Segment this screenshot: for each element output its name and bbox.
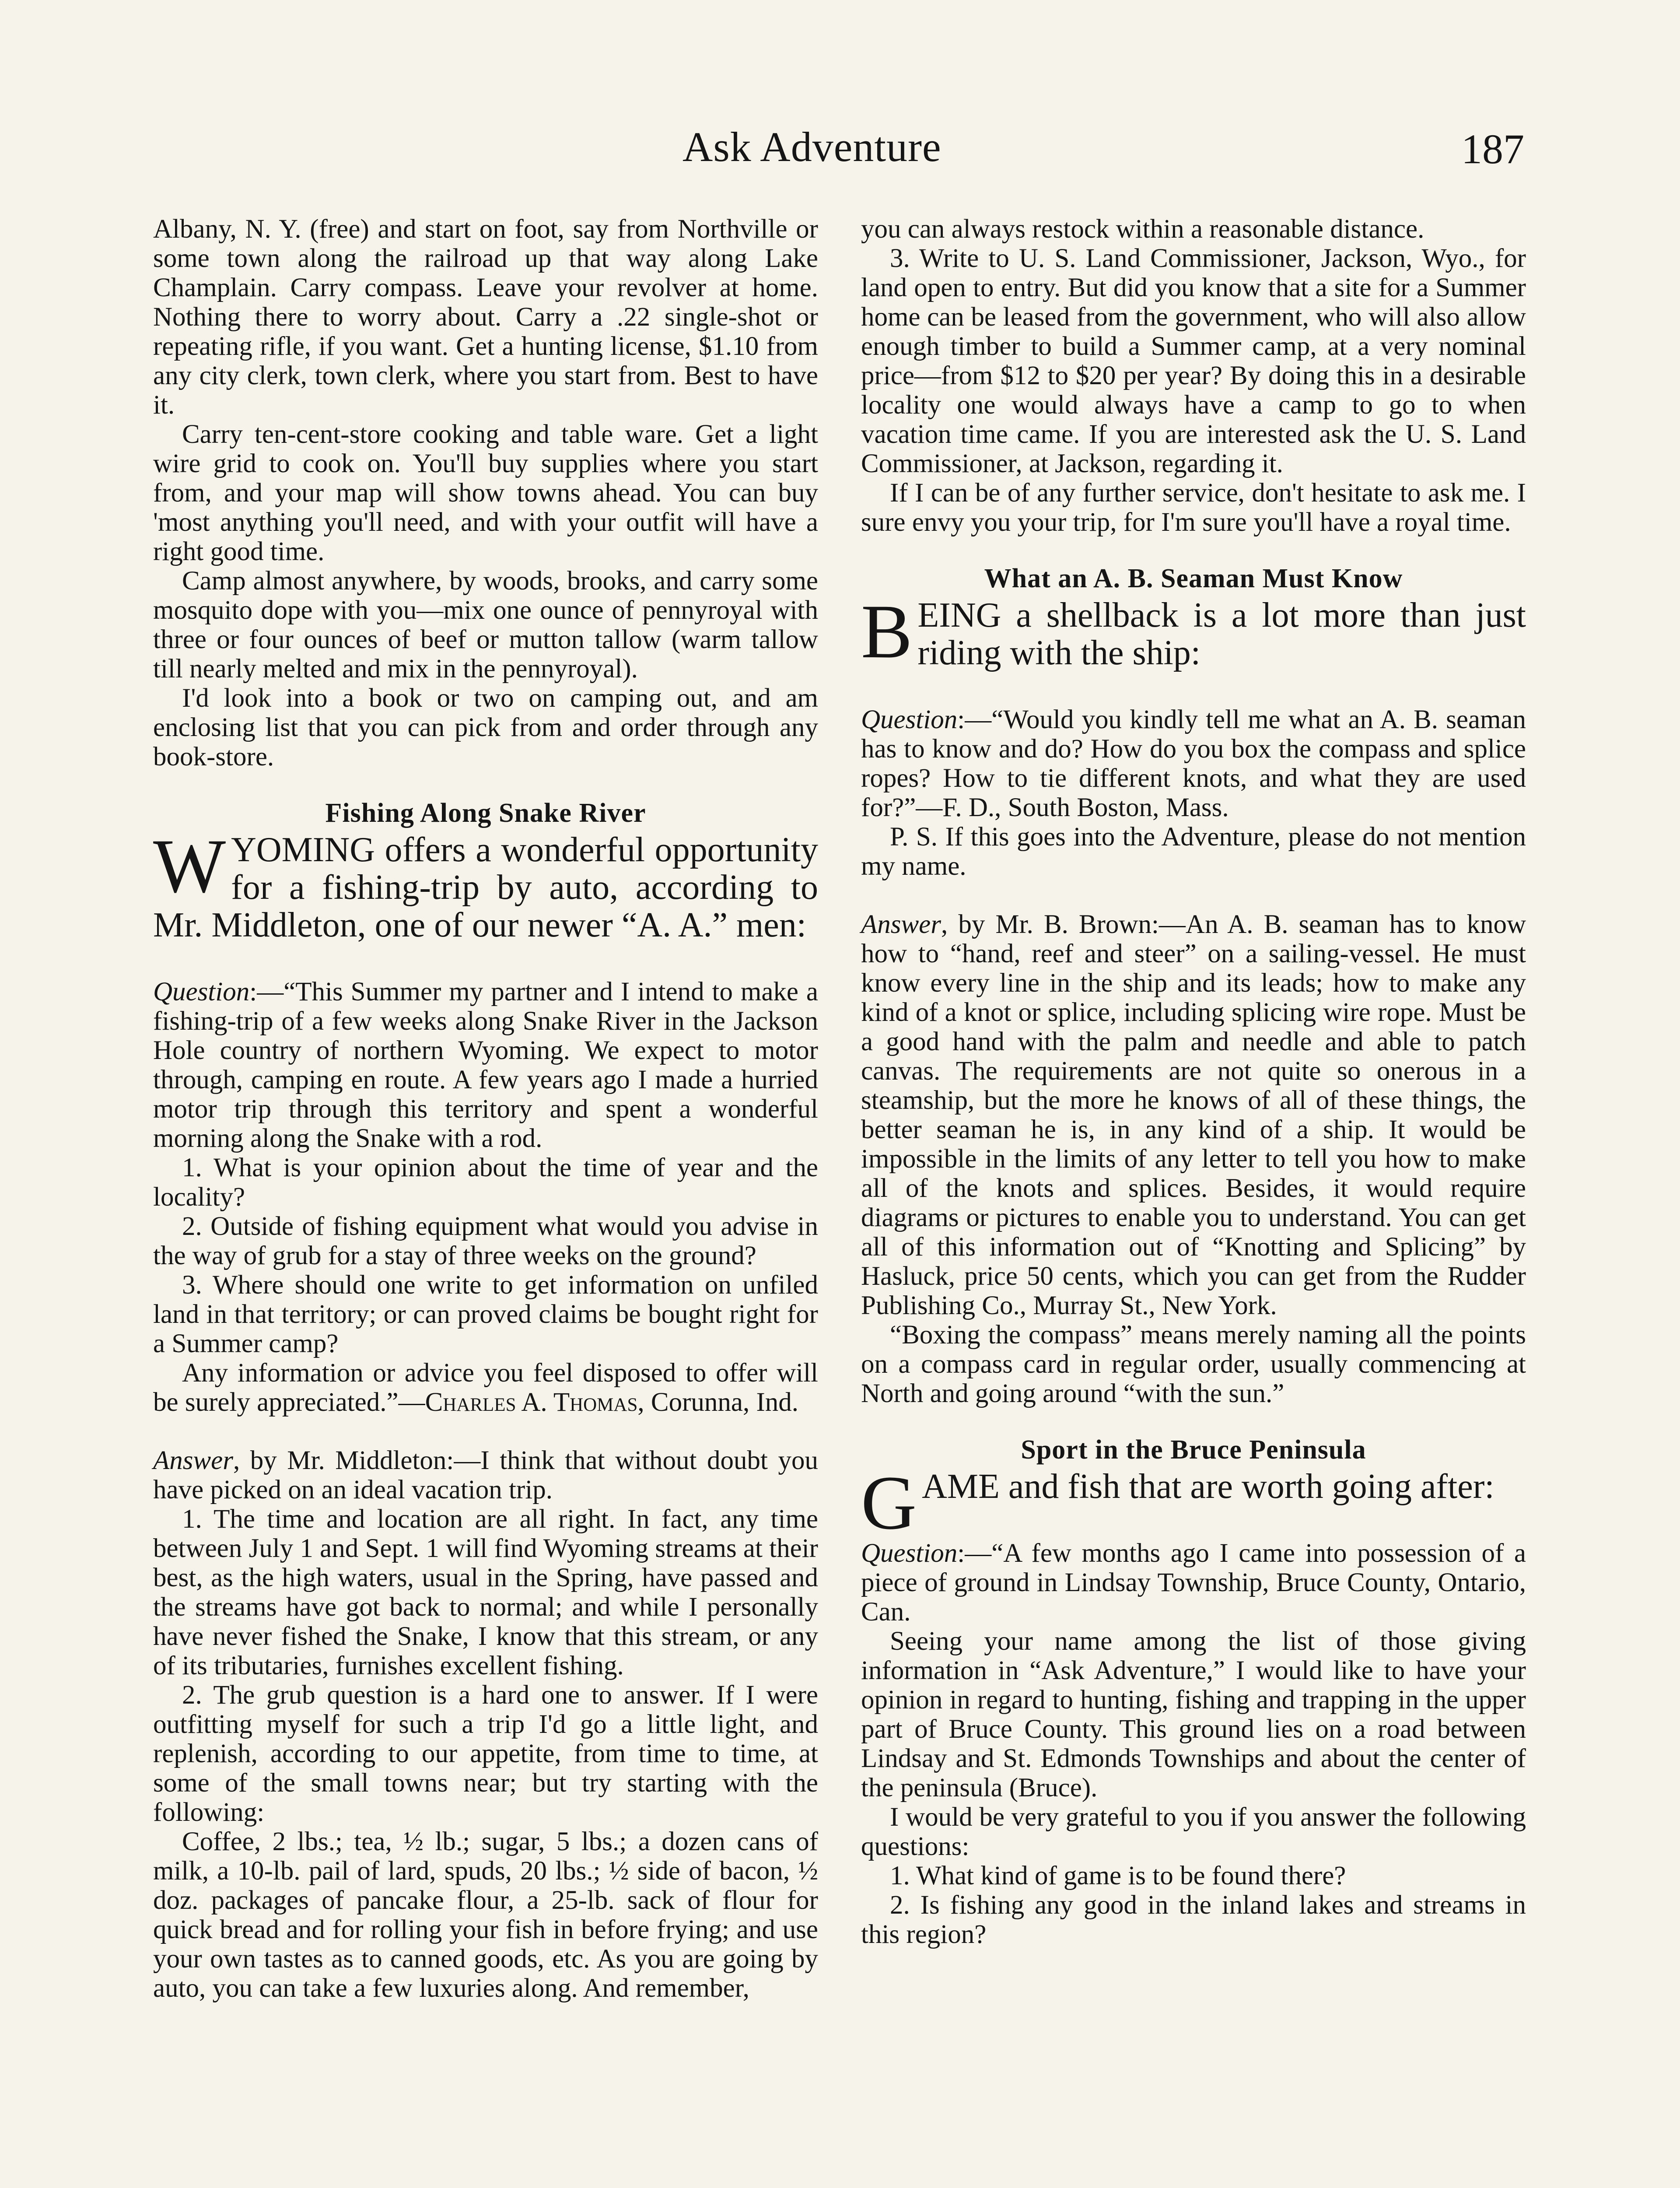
question-label: Question xyxy=(861,1539,958,1568)
question-credit: Charles A. Thomas xyxy=(425,1388,638,1417)
answer-text: , by Mr. Middleton:—I think that without doubt you have picked on an ideal vacation trip. xyxy=(153,1446,818,1504)
running-head: Ask Adventure xyxy=(682,123,942,170)
answer-paragraph xyxy=(861,910,1526,1320)
paragraph: Seeing your name among the list of those giving information in “Ask Adventure,” I would like to have your opinion in regard to hunting, fishing and trapping in the upper part of Bruce County. This ground lies on a road between Lindsay and St. Edmonds Townships and about the center of the peninsula (Bruce). xyxy=(861,1627,1526,1802)
question-place: , Corunna, Ind. xyxy=(637,1388,799,1417)
paragraph: Albany, N. Y. (free) and start on foot, say from Northville or some town along the railroad up that way along Lake Champlain. Carry compass. Leave your revolver at home. Nothing there to worry about. Carry a .22 single-shot or repeating rifle, if you want. Get a hunting license, $1.10 from any city clerk, town clerk, where you start from. Best to have it. xyxy=(153,214,818,420)
question-item: 1. What is your opinion about the time of year and the locality? xyxy=(153,1153,818,1212)
question-item: 2. Is fishing any good in the inland lakes and streams in this region? xyxy=(861,1890,1526,1949)
lead-text: AME and fish that are worth going after: xyxy=(922,1467,1494,1506)
drop-cap: B xyxy=(861,589,913,674)
paragraph: 3. Write to U. S. Land Commissioner, Jackson, Wyo., for land open to entry. But did you know that a site for a Summer home can be leased from the government, who will also allow enough timber to build a Summer camp, at a very nominal price—from $12 to $20 per year? By doing this in a desirable locality one would always have a camp to go to when vacation time came. If you are interested ask the U. S. Land Commissioner, at Jackson, regarding it. xyxy=(861,244,1526,478)
question-paragraph xyxy=(861,705,1526,822)
answer-paragraph xyxy=(153,1446,818,1504)
question-text: :—“Would you kindly tell me what an A. B. seaman has to know and do? How do you box the compass and splice ropes? How to tie different knots, and what they are used for?”—F. D., South Boston, Mass. xyxy=(861,705,1526,822)
answer-item: Coffee, 2 lbs.; tea, ½ lb.; sugar, 5 lbs.; a dozen cans of milk, a 10-lb. pail of lard, spuds, 20 lbs.; ½ side of bacon, ½ doz. packages of pancake flour, a 25-lb. sack of flour for quick bread and for rolling your fish in before frying; and use your own tastes as to canned goods, etc. As you are going by auto, you can take a few luxuries along. And remember, xyxy=(153,1827,818,2003)
lead-text: YOMING offers a wonderful opportunity for a fishing-trip by auto, according to Mr. Middleton, one of our newer “A. A.” men: xyxy=(153,831,818,944)
answer-label: Answer xyxy=(153,1446,233,1475)
answer-item: 1. The time and location are all right. In fact, any time between July 1 and Sept. 1 will find Wyoming streams at their best, as the high waters, usual in the Spring, have passed and the streams have got back to normal; and while I personally have never fished the Snake, I know that this stream, or any of its tributaries, furnishes excellent fishing. xyxy=(153,1504,818,1680)
question-item: 1. What kind of game is to be found there? xyxy=(890,1861,1346,1890)
question-paragraph xyxy=(861,1539,1526,1627)
page-number: 187 xyxy=(1461,126,1524,172)
answer-text: , by Mr. B. Brown:—An A. B. seaman has to know how to “hand, reef and steer” on a sailing-vessel. He must know every line in the ship and its leads; how to make any kind of a knot or splice, including splicing wire rope. Must be a good hand with the palm and needle and able to patch canvas. The requirements are not quite so onerous in a steamship, but the more he knows of all of these things, the better seaman he is, in any kind of a ship. It would be impossible in the limits of any letter to tell you how to make all of the knots and splices. Besides, it would require diagrams or pictures to enable you to understand. You can get all of this information out of “Knotting and Splicing” by Hasluck, price 50 cents, which you can get from the Rudder Publishing Co., Murray St., New York. xyxy=(861,910,1526,1320)
question-text: :—“A few months ago I came into possession of a piece of ground in Lindsay Township, Bruce County, Ontario, Can. xyxy=(861,1539,1526,1627)
question-item: 2. Outside of fishing equipment what would you advise in the way of grub for a stay of three weeks on the ground? xyxy=(153,1212,818,1270)
question-closing-text: Any information or advice you feel disposed to offer will be surely appreciated.”— xyxy=(153,1358,818,1417)
drop-cap: W xyxy=(153,824,226,909)
postscript: P. S. If this goes into the Adventure, please do not mention my name. xyxy=(861,822,1526,881)
section-lead xyxy=(153,824,818,944)
paragraph: Carry ten-cent-store cooking and table ware. Get a light wire grid to cook on. You'll buy supplies where you start from, and your map will show towns ahead. You can buy 'most anything you'll need, and with your outfit will have a right good time. xyxy=(153,420,818,566)
question-text: :—“This Summer my partner and I intend to make a fishing-trip of a few weeks along Snake River in the Jackson Hole country of northern Wyoming. We expect to motor through, camping en route. A few years ago I made a hurried motor trip through this territory and spent a wonderful morning along the Snake with a rod. xyxy=(153,977,818,1153)
lead-text: EING a shellback is a lot more than just riding with the ship: xyxy=(917,596,1526,672)
answer-label: Answer xyxy=(861,910,941,939)
section-lead xyxy=(861,589,1526,674)
right-column xyxy=(861,214,1526,1949)
question-label: Question xyxy=(153,977,250,1006)
paragraph: I would be very grateful to you if you answer the following questions: xyxy=(861,1802,1526,1861)
paragraph: If I can be of any further service, don't hesitate to ask me. I sure envy you your trip, for I'm sure you'll have a royal time. xyxy=(861,478,1526,537)
left-column xyxy=(153,214,818,2003)
section-heading: Fishing Along Snake River xyxy=(325,798,646,828)
answer-item: 2. The grub question is a hard one to answer. If I were outfitting myself for such a trip I'd go a little light, and replenish, according to our appetite, from time to time, at some of the small towns near; but try starting with the following: xyxy=(153,1680,818,1827)
question-closing xyxy=(153,1358,818,1417)
drop-cap: G xyxy=(861,1460,917,1546)
section-lead xyxy=(861,1460,1526,1546)
section-heading: Sport in the Bruce Peninsula xyxy=(1021,1435,1366,1465)
question-paragraph xyxy=(153,977,818,1153)
paragraph: you can always restock within a reasonable distance. xyxy=(861,214,1424,244)
paragraph: I'd look into a book or two on camping out, and am enclosing list that you can pick from and order through any book-store. xyxy=(153,684,818,771)
answer-paragraph: “Boxing the compass” means merely naming all the points on a compass card in regular order, usually commencing at North and going around “with the sun.” xyxy=(861,1320,1526,1408)
section-heading: What an A. B. Seaman Must Know xyxy=(984,564,1403,593)
paragraph: Camp almost anywhere, by woods, brooks, and carry some mosquito dope with you—mix one ounce of pennyroyal with three or four ounces of beef or mutton tallow (warm tallow till nearly melted and mix in the pennyroyal). xyxy=(153,566,818,684)
question-item: 3. Where should one write to get information on unfiled land in that territory; or can proved claims be bought right for a Summer camp? xyxy=(153,1270,818,1358)
question-label: Question xyxy=(861,705,958,734)
